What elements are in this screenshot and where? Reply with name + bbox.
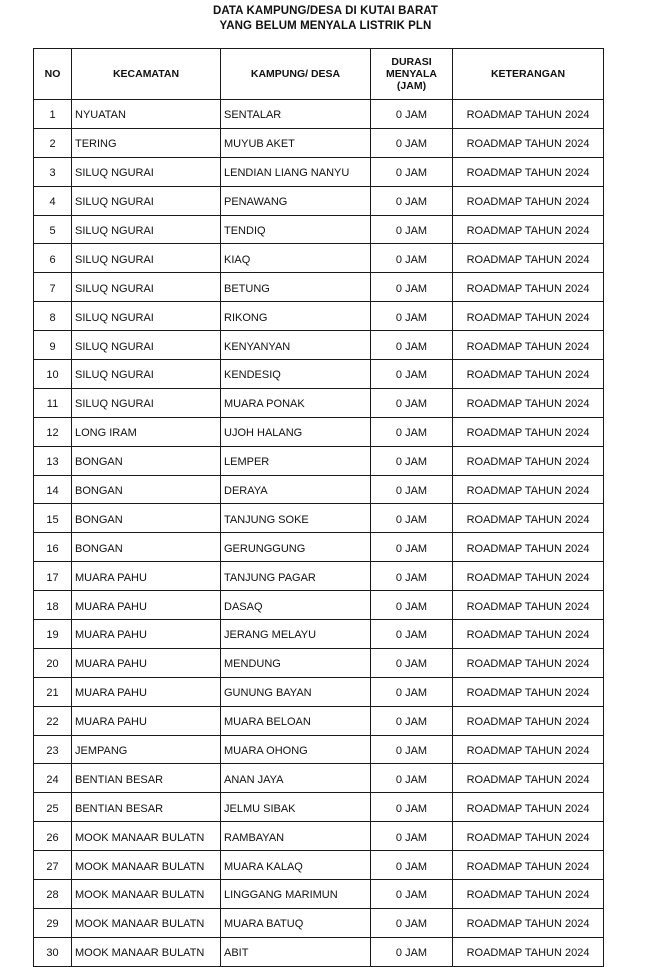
cell-no: 16: [34, 533, 72, 562]
cell-kecamatan: SILUQ NGURAI: [72, 302, 221, 331]
cell-durasi: 0 JAM: [371, 417, 453, 446]
cell-durasi: 0 JAM: [371, 591, 453, 620]
header-keterangan: KETERANGAN: [453, 49, 604, 100]
table-row: [34, 128, 604, 157]
cell-kecamatan: MOOK MANAAR BULATN: [72, 937, 221, 966]
cell-keterangan: ROADMAP TAHUN 2024: [453, 735, 604, 764]
title-line-1: DATA KAMPUNG/DESA DI KUTAI BARAT: [212, 5, 439, 17]
cell-kecamatan: MUARA PAHU: [72, 648, 221, 677]
cell-kampung: DERAYA: [221, 475, 371, 504]
cell-no: 29: [34, 908, 72, 937]
cell-kecamatan: MOOK MANAAR BULATN: [72, 908, 221, 937]
cell-keterangan: ROADMAP TAHUN 2024: [453, 937, 604, 966]
header-kampung: KAMPUNG/ DESA: [221, 49, 371, 100]
cell-keterangan: ROADMAP TAHUN 2024: [453, 504, 604, 533]
cell-kampung: RAMBAYAN: [221, 822, 371, 851]
cell-no: 24: [34, 764, 72, 793]
table-row: [34, 620, 604, 649]
table-row: [34, 562, 604, 591]
cell-durasi: 0 JAM: [371, 937, 453, 966]
table-row: [34, 388, 604, 417]
cell-kecamatan: MUARA PAHU: [72, 620, 221, 649]
cell-kampung: JERANG MELAYU: [221, 620, 371, 649]
cell-no: 11: [34, 388, 72, 417]
cell-keterangan: ROADMAP TAHUN 2024: [453, 562, 604, 591]
table-row: [34, 793, 604, 822]
cell-durasi: 0 JAM: [371, 360, 453, 389]
table-row: [34, 302, 604, 331]
village-table: [33, 48, 604, 967]
cell-keterangan: ROADMAP TAHUN 2024: [453, 388, 604, 417]
table-row: [34, 273, 604, 302]
cell-kampung: MUYUB AKET: [221, 128, 371, 157]
cell-durasi: 0 JAM: [371, 620, 453, 649]
table-row: [34, 331, 604, 360]
cell-kecamatan: MUARA PAHU: [72, 677, 221, 706]
cell-kampung: MUARA BELOAN: [221, 706, 371, 735]
cell-durasi: 0 JAM: [371, 475, 453, 504]
cell-kampung: TENDIQ: [221, 215, 371, 244]
cell-kecamatan: TERING: [72, 128, 221, 157]
cell-keterangan: ROADMAP TAHUN 2024: [453, 128, 604, 157]
table-row: [34, 100, 604, 129]
cell-kecamatan: SILUQ NGURAI: [72, 273, 221, 302]
cell-no: 7: [34, 273, 72, 302]
cell-no: 19: [34, 620, 72, 649]
cell-kampung: GERUNGGUNG: [221, 533, 371, 562]
cell-keterangan: ROADMAP TAHUN 2024: [453, 880, 604, 909]
cell-kecamatan: SILUQ NGURAI: [72, 244, 221, 273]
cell-kampung: TANJUNG SOKE: [221, 504, 371, 533]
cell-kecamatan: SILUQ NGURAI: [72, 186, 221, 215]
table-row: [34, 764, 604, 793]
cell-kecamatan: SILUQ NGURAI: [72, 157, 221, 186]
cell-kecamatan: LONG IRAM: [72, 417, 221, 446]
table-row: [34, 446, 604, 475]
cell-durasi: 0 JAM: [371, 186, 453, 215]
cell-keterangan: ROADMAP TAHUN 2024: [453, 648, 604, 677]
cell-durasi: 0 JAM: [371, 822, 453, 851]
cell-keterangan: ROADMAP TAHUN 2024: [453, 822, 604, 851]
header-row: [34, 49, 604, 100]
cell-keterangan: ROADMAP TAHUN 2024: [453, 446, 604, 475]
cell-durasi: 0 JAM: [371, 504, 453, 533]
cell-kecamatan: BONGAN: [72, 504, 221, 533]
cell-kampung: DASAQ: [221, 591, 371, 620]
cell-keterangan: ROADMAP TAHUN 2024: [453, 273, 604, 302]
cell-durasi: 0 JAM: [371, 706, 453, 735]
cell-no: 25: [34, 793, 72, 822]
title-line-2: YANG BELUM MENYALA LISTRIK PLN: [219, 20, 432, 32]
cell-kampung: UJOH HALANG: [221, 417, 371, 446]
cell-no: 18: [34, 591, 72, 620]
header-kecamatan: KECAMATAN: [72, 49, 221, 100]
cell-kampung: BETUNG: [221, 273, 371, 302]
cell-keterangan: ROADMAP TAHUN 2024: [453, 244, 604, 273]
cell-kampung: MUARA OHONG: [221, 735, 371, 764]
cell-keterangan: ROADMAP TAHUN 2024: [453, 591, 604, 620]
cell-no: 8: [34, 302, 72, 331]
cell-kampung: RIKONG: [221, 302, 371, 331]
cell-no: 13: [34, 446, 72, 475]
document-title: [0, 4, 651, 34]
cell-kecamatan: SILUQ NGURAI: [72, 331, 221, 360]
table-row: [34, 908, 604, 937]
cell-no: 5: [34, 215, 72, 244]
cell-kecamatan: JEMPANG: [72, 735, 221, 764]
cell-kampung: MUARA KALAQ: [221, 851, 371, 880]
table-row: [34, 677, 604, 706]
cell-kecamatan: SILUQ NGURAI: [72, 388, 221, 417]
cell-kecamatan: MUARA PAHU: [72, 562, 221, 591]
cell-keterangan: ROADMAP TAHUN 2024: [453, 475, 604, 504]
table-row: [34, 186, 604, 215]
cell-kampung: LENDIAN LIANG NANYU: [221, 157, 371, 186]
cell-kampung: PENAWANG: [221, 186, 371, 215]
cell-keterangan: ROADMAP TAHUN 2024: [453, 620, 604, 649]
cell-durasi: 0 JAM: [371, 793, 453, 822]
cell-no: 30: [34, 937, 72, 966]
table-row: [34, 244, 604, 273]
cell-durasi: 0 JAM: [371, 388, 453, 417]
header-durasi-line-3: (JAM): [396, 80, 427, 92]
cell-no: 4: [34, 186, 72, 215]
cell-kecamatan: MUARA PAHU: [72, 706, 221, 735]
cell-keterangan: ROADMAP TAHUN 2024: [453, 331, 604, 360]
table-row: [34, 822, 604, 851]
cell-no: 1: [34, 100, 72, 129]
cell-no: 2: [34, 128, 72, 157]
cell-durasi: 0 JAM: [371, 273, 453, 302]
cell-keterangan: ROADMAP TAHUN 2024: [453, 302, 604, 331]
cell-durasi: 0 JAM: [371, 880, 453, 909]
cell-durasi: 0 JAM: [371, 648, 453, 677]
table-row: [34, 475, 604, 504]
cell-kampung: MENDUNG: [221, 648, 371, 677]
cell-keterangan: ROADMAP TAHUN 2024: [453, 186, 604, 215]
cell-kecamatan: BONGAN: [72, 475, 221, 504]
cell-kecamatan: MOOK MANAAR BULATN: [72, 851, 221, 880]
cell-no: 17: [34, 562, 72, 591]
cell-kecamatan: SILUQ NGURAI: [72, 360, 221, 389]
cell-kampung: KENDESIQ: [221, 360, 371, 389]
cell-keterangan: ROADMAP TAHUN 2024: [453, 793, 604, 822]
cell-no: 10: [34, 360, 72, 389]
cell-kecamatan: MOOK MANAAR BULATN: [72, 822, 221, 851]
cell-no: 21: [34, 677, 72, 706]
cell-kampung: TANJUNG PAGAR: [221, 562, 371, 591]
cell-durasi: 0 JAM: [371, 562, 453, 591]
cell-no: 9: [34, 331, 72, 360]
cell-keterangan: ROADMAP TAHUN 2024: [453, 417, 604, 446]
cell-durasi: 0 JAM: [371, 100, 453, 129]
cell-keterangan: ROADMAP TAHUN 2024: [453, 908, 604, 937]
cell-durasi: 0 JAM: [371, 764, 453, 793]
cell-kampung: KENYANYAN: [221, 331, 371, 360]
cell-durasi: 0 JAM: [371, 735, 453, 764]
cell-kampung: MUARA PONAK: [221, 388, 371, 417]
cell-keterangan: ROADMAP TAHUN 2024: [453, 215, 604, 244]
cell-keterangan: ROADMAP TAHUN 2024: [453, 764, 604, 793]
cell-no: 23: [34, 735, 72, 764]
cell-kecamatan: SILUQ NGURAI: [72, 215, 221, 244]
table-row: [34, 157, 604, 186]
cell-kampung: ABIT: [221, 937, 371, 966]
cell-keterangan: ROADMAP TAHUN 2024: [453, 533, 604, 562]
cell-durasi: 0 JAM: [371, 302, 453, 331]
cell-keterangan: ROADMAP TAHUN 2024: [453, 706, 604, 735]
cell-no: 14: [34, 475, 72, 504]
cell-durasi: 0 JAM: [371, 533, 453, 562]
cell-durasi: 0 JAM: [371, 677, 453, 706]
table-header: [34, 49, 604, 100]
table-row: [34, 360, 604, 389]
cell-no: 15: [34, 504, 72, 533]
cell-no: 6: [34, 244, 72, 273]
cell-kampung: KIAQ: [221, 244, 371, 273]
cell-no: 26: [34, 822, 72, 851]
cell-kecamatan: NYUATAN: [72, 100, 221, 129]
table-row: [34, 215, 604, 244]
cell-keterangan: ROADMAP TAHUN 2024: [453, 851, 604, 880]
cell-no: 28: [34, 880, 72, 909]
cell-durasi: 0 JAM: [371, 908, 453, 937]
cell-kampung: ANAN JAYA: [221, 764, 371, 793]
cell-kampung: LEMPER: [221, 446, 371, 475]
cell-durasi: 0 JAM: [371, 331, 453, 360]
cell-keterangan: ROADMAP TAHUN 2024: [453, 157, 604, 186]
cell-kampung: MUARA BATUQ: [221, 908, 371, 937]
cell-kecamatan: BENTIAN BESAR: [72, 764, 221, 793]
cell-keterangan: ROADMAP TAHUN 2024: [453, 360, 604, 389]
cell-kampung: LINGGANG MARIMUN: [221, 880, 371, 909]
cell-kecamatan: BONGAN: [72, 446, 221, 475]
table-row: [34, 706, 604, 735]
cell-kecamatan: MUARA PAHU: [72, 591, 221, 620]
cell-kecamatan: BONGAN: [72, 533, 221, 562]
cell-durasi: 0 JAM: [371, 215, 453, 244]
cell-kampung: GUNUNG BAYAN: [221, 677, 371, 706]
cell-no: 3: [34, 157, 72, 186]
table-row: [34, 417, 604, 446]
table-row: [34, 880, 604, 909]
cell-no: 22: [34, 706, 72, 735]
table-row: [34, 851, 604, 880]
cell-durasi: 0 JAM: [371, 157, 453, 186]
cell-keterangan: ROADMAP TAHUN 2024: [453, 100, 604, 129]
header-no: NO: [34, 49, 72, 100]
table-row: [34, 735, 604, 764]
cell-kampung: SENTALAR: [221, 100, 371, 129]
cell-no: 27: [34, 851, 72, 880]
cell-kecamatan: BENTIAN BESAR: [72, 793, 221, 822]
cell-no: 12: [34, 417, 72, 446]
cell-durasi: 0 JAM: [371, 128, 453, 157]
cell-durasi: 0 JAM: [371, 446, 453, 475]
cell-kampung: JELMU SIBAK: [221, 793, 371, 822]
header-durasi-line-2: MENYALA: [386, 68, 437, 80]
table-body: [34, 100, 604, 967]
cell-durasi: 0 JAM: [371, 851, 453, 880]
table-row: [34, 504, 604, 533]
cell-keterangan: ROADMAP TAHUN 2024: [453, 677, 604, 706]
cell-kecamatan: MOOK MANAAR BULATN: [72, 880, 221, 909]
table-row: [34, 648, 604, 677]
table-row: [34, 937, 604, 966]
header-durasi-line-1: DURASI: [391, 56, 432, 68]
cell-no: 20: [34, 648, 72, 677]
header-durasi: [371, 49, 453, 100]
cell-durasi: 0 JAM: [371, 244, 453, 273]
table-row: [34, 591, 604, 620]
table-row: [34, 533, 604, 562]
